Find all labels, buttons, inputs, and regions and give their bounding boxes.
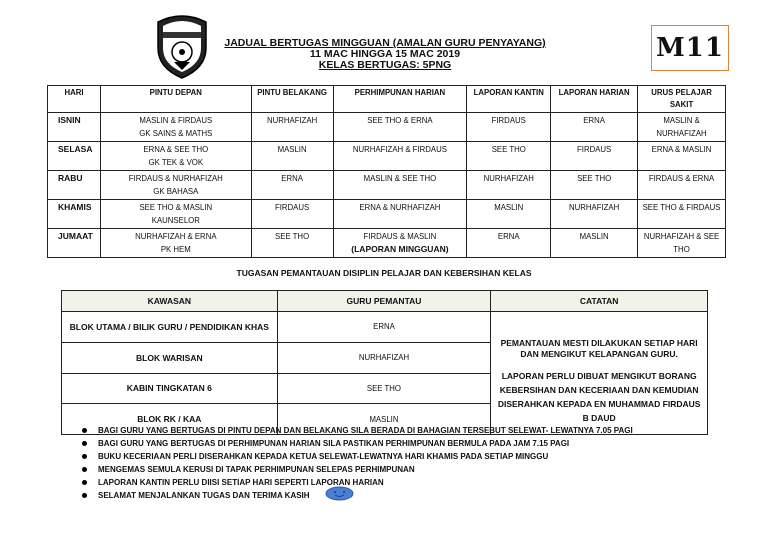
- bullet-icon: [82, 467, 87, 472]
- day-cell: KHAMIS: [48, 200, 101, 229]
- area-cell: BLOK WARISAN: [62, 342, 278, 373]
- table-row: [62, 312, 708, 343]
- day-cell: JUMAAT: [48, 229, 101, 258]
- teacher-cell: MASLIN: [277, 404, 491, 435]
- cell: ERNA & MASLIN: [638, 142, 726, 171]
- table-row: [48, 229, 726, 258]
- cell: NURHAFIZAH: [251, 113, 333, 142]
- cell: SEE THO: [251, 229, 333, 258]
- cell: MASLIN & SEE THO: [333, 171, 467, 200]
- table-row: [48, 200, 726, 229]
- list-item: BUKU KECERIAAN PERLI DISERAHKAN KEPADA KETUA SELEWAT-LEWATNYA HARI KHAMIS PADA SETIAP MINGGU: [82, 450, 633, 463]
- day-cell: RABU: [48, 171, 101, 200]
- teacher-cell: ERNA: [277, 312, 491, 343]
- bullet-icon: [82, 480, 87, 485]
- area-cell: BLOK RK / KAA: [62, 404, 278, 435]
- bullet-icon: [82, 493, 87, 498]
- cell: FIRDAUS: [551, 142, 638, 171]
- cell: SEE THO: [551, 171, 638, 200]
- cell: MASLIN & FIRDAUS GK SAINS & MATHS: [100, 113, 251, 142]
- col-header: PINTU BELAKANG: [251, 86, 333, 113]
- school-crest-logo: [150, 8, 214, 80]
- cell: NURHAFIZAH: [467, 171, 551, 200]
- cell: ERNA & SEE THO GK TEK & VOK: [100, 142, 251, 171]
- cell: SEE THO & MASLIN KAUNSELOR: [100, 200, 251, 229]
- table-row: [48, 171, 726, 200]
- list-item: BAGI GURU YANG BERTUGAS DI PERHIMPUNAN HARIAN SILA PASTIKAN PERHIMPUNAN BERMULA PADA JAM 7.15 PAGI: [82, 437, 633, 450]
- cell: ERNA & NURHAFIZAH: [333, 200, 467, 229]
- col-header: LAPORAN HARIAN: [551, 86, 638, 113]
- col-header: LAPORAN KANTIN: [467, 86, 551, 113]
- cell: MASLIN: [251, 142, 333, 171]
- monitoring-table-header: [62, 291, 708, 312]
- cell: SEE THO & ERNA: [333, 113, 467, 142]
- cell: SEE THO & FIRDAUS: [638, 200, 726, 229]
- col-header: HARI: [48, 86, 101, 113]
- bullet-icon: [82, 428, 87, 433]
- cell: ERNA: [551, 113, 638, 142]
- list-item: LAPORAN KANTIN PERLU DIISI SETIAP HARI SEPERTI LAPORAN HARIAN: [82, 476, 633, 489]
- day-cell: SELASA: [48, 142, 101, 171]
- title-line-1: JADUAL BERTUGAS MINGGUAN (AMALAN GURU PENYAYANG): [224, 37, 546, 49]
- cell: NURHAFIZAH & FIRDAUS: [333, 142, 467, 171]
- list-item: SELAMAT MENJALANKAN TUGAS DAN TERIMA KASIH: [82, 489, 633, 502]
- bullet-icon: [82, 454, 87, 459]
- monitoring-table: [61, 290, 708, 435]
- instructions-list: [82, 424, 633, 502]
- table-row: [48, 113, 726, 142]
- col-header: PERHIMPUNAN HARIAN: [333, 86, 467, 113]
- list-item: MENGEMAS SEMULA KERUSI DI TAPAK PERHIMPUNAN SELEPAS PERHIMPUNAN: [82, 463, 633, 476]
- col-header: KAWASAN: [62, 291, 278, 312]
- teacher-cell: NURHAFIZAH: [277, 342, 491, 373]
- cell: FIRDAUS & NURHAFIZAH GK BAHASA: [100, 171, 251, 200]
- cell: FIRDAUS: [467, 113, 551, 142]
- cell: MASLIN: [467, 200, 551, 229]
- col-header: CATATAN: [491, 291, 708, 312]
- cell: SEE THO: [467, 142, 551, 171]
- duty-table-header: [48, 86, 726, 113]
- duty-roster-table: [47, 85, 726, 258]
- bullet-icon: [82, 441, 87, 446]
- cell: ERNA: [251, 171, 333, 200]
- col-header: GURU PEMANTAU: [277, 291, 491, 312]
- monitoring-section-title: TUGASAN PEMANTAUAN DISIPLIN PELAJAR DAN KEBERSIHAN KELAS: [236, 268, 532, 278]
- cell: FIRDAUS & MASLIN (LAPORAN MINGGUAN): [333, 229, 467, 258]
- cell: NURHAFIZAH: [551, 200, 638, 229]
- table-row: [48, 142, 726, 171]
- title-line-3: KELAS BERTUGAS: 5PNG: [318, 59, 452, 71]
- cell: FIRDAUS & ERNA: [638, 171, 726, 200]
- day-cell: ISNIN: [48, 113, 101, 142]
- title-line-2: 11 MAC HINGGA 15 MAC 2019: [309, 48, 461, 60]
- smiley-face-icon: [325, 486, 354, 501]
- document-title: [215, 38, 555, 71]
- cell: MASLIN: [551, 229, 638, 258]
- cell: MASLIN & NURHAFIZAH: [638, 113, 726, 142]
- cell: FIRDAUS: [251, 200, 333, 229]
- area-cell: BLOK UTAMA / BILIK GURU / PENDIDIKAN KHAS: [62, 312, 278, 343]
- teacher-cell: SEE THO: [277, 373, 491, 404]
- col-header: PINTU DEPAN: [100, 86, 251, 113]
- cell: NURHAFIZAH & SEE THO: [638, 229, 726, 258]
- list-item: BAGI GURU YANG BERTUGAS DI PINTU DEPAN DAN BELAKANG SILA BERADA DI BAHAGIAN TERSEBUT SELEWAT- LEWATNYA 7.05 PAGI: [82, 424, 633, 437]
- sheet-code-badge: M11: [651, 25, 729, 71]
- notes-cell: [491, 312, 708, 435]
- col-header: URUS PELAJAR SAKIT: [638, 86, 726, 113]
- note-2: LAPORAN PERLU DIBUAT MENGIKUT BORANG KEBERSIHAN DAN KECERIAAN DAN KEMUDIAN DISERAHKAN KEPADA EN MUHAMMAD FIRDAUS B DAUD: [497, 371, 701, 423]
- note-1: PEMANTAUAN MESTI DILAKUKAN SETIAP HARI DAN MENGIKUT KELAPANGAN GURU.: [500, 338, 698, 359]
- area-cell: KABIN TINGKATAN 6: [62, 373, 278, 404]
- cell: ERNA: [467, 229, 551, 258]
- cell: NURHAFIZAH & ERNA PK HEM: [100, 229, 251, 258]
